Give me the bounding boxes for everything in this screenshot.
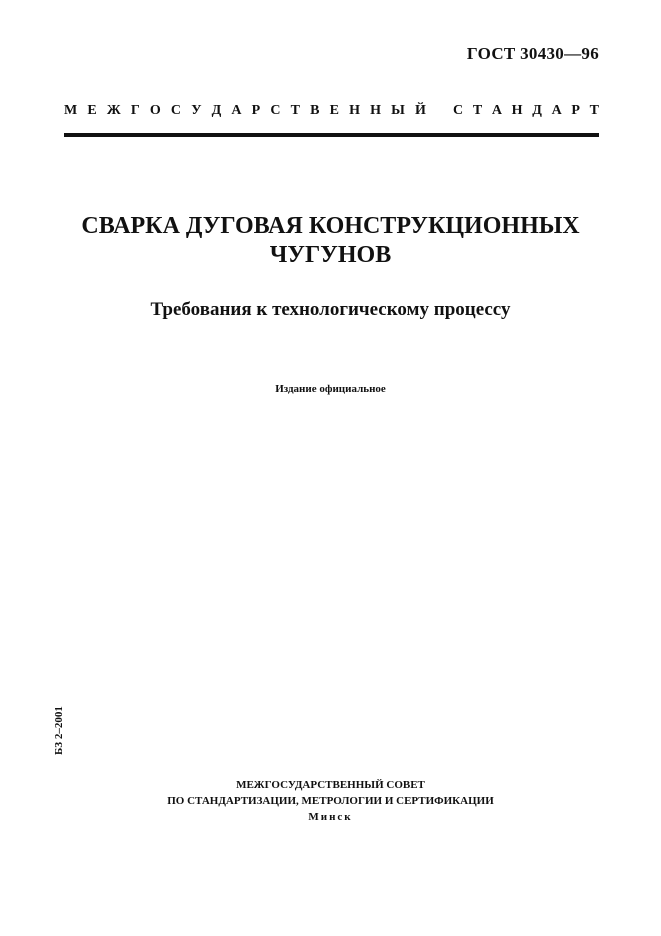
banner-letter: Н [370, 103, 381, 118]
banner-letter: Е [87, 103, 97, 118]
banner-letter: В [310, 103, 320, 118]
banner-letter: Е [329, 103, 339, 118]
banner-letter: У [191, 103, 202, 118]
document-title [0, 212, 661, 270]
banner-letter: Т [589, 103, 599, 118]
banner-word-interstate [64, 103, 426, 119]
document-subtitle: Требования к технологическому процессу [150, 299, 511, 320]
banner-letter: Т [472, 103, 483, 118]
publisher-city: Минск [308, 811, 353, 823]
title-line-1: СВАРКА ДУГОВАЯ КОНСТРУКЦИОННЫХ [81, 213, 580, 239]
banner-letter: С [270, 103, 281, 118]
edition-note: Издание официальное [275, 383, 386, 395]
banner-letter: Д [532, 103, 542, 118]
publisher-line-1: МЕЖГОСУДАРСТВЕННЫЙ СОВЕТ [236, 779, 425, 791]
banner-letter: А [551, 103, 562, 118]
standard-number: ГОСТ 30430—96 [466, 44, 599, 63]
banner-letter: Н [511, 103, 523, 118]
banner-letter: Р [251, 103, 261, 118]
banner-letter: Ы [391, 103, 405, 118]
banner-word-standard [453, 103, 599, 119]
banner-letter: Ж [106, 103, 121, 118]
banner-letter: Г [130, 103, 140, 118]
header-divider [64, 133, 599, 137]
publisher-block [0, 777, 661, 825]
banner-letter: Т [290, 103, 300, 118]
standard-type-banner [64, 103, 599, 119]
title-line-2: ЧУГУНОВ [269, 242, 392, 268]
publisher-line-2: ПО СТАНДАРТИЗАЦИИ, МЕТРОЛОГИИ И СЕРТИФИКАЦИИ [167, 795, 494, 807]
banner-letter: М [64, 103, 78, 118]
side-code: БЗ 2–2001 [53, 706, 65, 755]
banner-letter: О [149, 103, 161, 118]
banner-letter: Д [211, 103, 222, 118]
banner-letter: С [170, 103, 182, 118]
banner-letter: Н [349, 103, 360, 118]
banner-letter: Р [571, 103, 580, 118]
banner-letter: А [231, 103, 242, 118]
banner-letter: С [453, 103, 464, 118]
banner-letter: А [491, 103, 502, 118]
banner-letter: Й [415, 103, 426, 118]
